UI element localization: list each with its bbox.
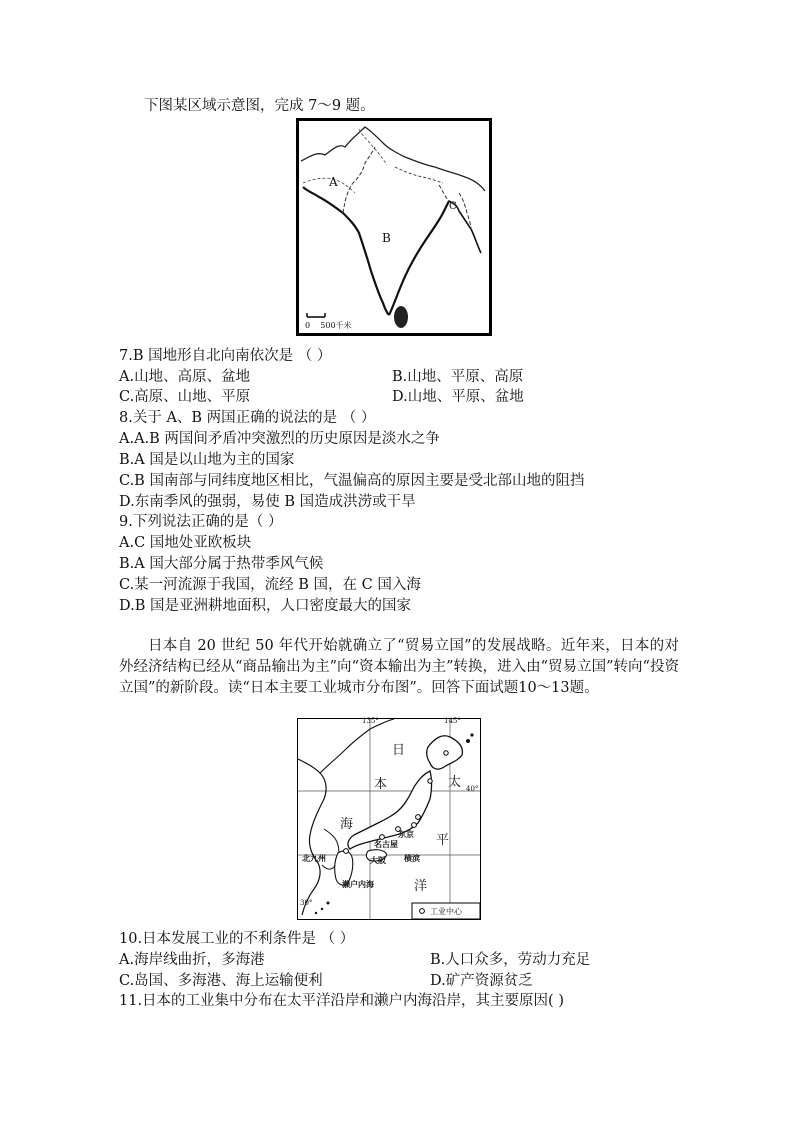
lon-145-label: 145°	[444, 717, 461, 725]
q7-option-b: B.山地、平原、高原	[392, 369, 524, 385]
legend-industrial-center: 工业中心	[430, 907, 462, 916]
map-label-b: B	[382, 231, 391, 245]
lon-135-label: 135°	[362, 717, 379, 725]
q8-option-d: D.东南季风的强弱，易使 B 国造成洪涝或干旱	[119, 494, 416, 510]
lat-30-label: 30°	[300, 899, 313, 907]
q10-option-d: D.矿产资源贫乏	[430, 973, 533, 989]
city-kitakyushu-label: 北九州	[302, 853, 326, 863]
q10-option-b: B.人口众多，劳动力充足	[430, 952, 591, 968]
q8-stem: 8.关于 A、B 两国正确的说法的是 （ ）	[119, 410, 376, 426]
ocean-label-ping: 平	[436, 833, 450, 848]
q9-option-b: B.A 国大部分属于热带季风气候	[119, 556, 324, 572]
city-tokyo-label: 东京	[398, 829, 414, 839]
japan-intro-paragraph: 日本自 20 世纪 50 年代开始就确立了“贸易立国”的发展战略。近年来，日本的对外经济结构已经从“商品输出为主”向“资本输出为主”转换，进入由“贸易立国”转向“投资立国”的新阶段。读“日本主要工业城市分布图”。回答下面试题10～13题。	[119, 638, 679, 696]
sea-label-ri: 日	[392, 743, 406, 758]
japan-map-drawing	[298, 719, 480, 919]
q8-option-c: C.B 国南部与同纬度地区相比，气温偏高的原因主要是受北部山地的阻挡	[119, 473, 585, 489]
city-nagoya-label: 名古屋	[374, 839, 398, 849]
south-asia-map	[296, 118, 492, 336]
city-osaka-label: 大阪	[370, 855, 386, 865]
q8-option-b: B.A 国是以山地为主的国家	[119, 452, 295, 468]
q7-option-a: A.山地、高原、盆地	[119, 369, 251, 385]
q7-option-d: D.山地、平原、盆地	[392, 389, 524, 405]
q9-option-a: A.C 国地处亚欧板块	[119, 535, 252, 551]
sea-label-ben: 本	[374, 777, 388, 792]
ocean-label-tai: 太	[448, 775, 462, 790]
seto-inland-sea-label: 濑户内海	[342, 879, 374, 889]
q10-option-c: C.岛国、多海港、海上运输便利	[119, 973, 323, 989]
q7-stem: 7.B 国地形自北向南依次是 （ ）	[119, 348, 332, 364]
q11-stem: 11.日本的工业集中分布在太平洋沿岸和濑户内海沿岸，其主要原因( )	[119, 993, 564, 1009]
south-asia-map-drawing	[299, 121, 489, 333]
japan-map	[297, 718, 481, 920]
intro-text: 下图某区域示意图，完成 7～9 题。	[144, 98, 375, 114]
q9-option-d: D.B 国是亚洲耕地面积，人口密度最大的国家	[119, 598, 411, 614]
lat-40-label: 40°	[466, 785, 479, 793]
ocean-label-yang: 洋	[414, 879, 428, 894]
q9-option-c: C.某一河流源于我国，流经 B 国，在 C 国入海	[119, 577, 421, 593]
map-label-a: A	[329, 175, 338, 189]
sea-label-hai: 海	[340, 817, 354, 832]
city-yokohama-label: 横滨	[404, 853, 420, 863]
q10-option-a: A.海岸线曲折，多海港	[119, 952, 265, 968]
map-scale-text: 0 500千米	[305, 321, 352, 330]
map-label-c: C	[449, 201, 457, 212]
q9-stem: 9.下列说法正确的是（ ）	[119, 514, 283, 530]
q8-option-a: A.A.B 两国间矛盾冲突激烈的历史原因是淡水之争	[119, 431, 440, 447]
q7-option-c: C.高原、山地、平原	[119, 389, 251, 405]
q10-stem: 10.日本发展工业的不利条件是 （ ）	[119, 931, 355, 947]
